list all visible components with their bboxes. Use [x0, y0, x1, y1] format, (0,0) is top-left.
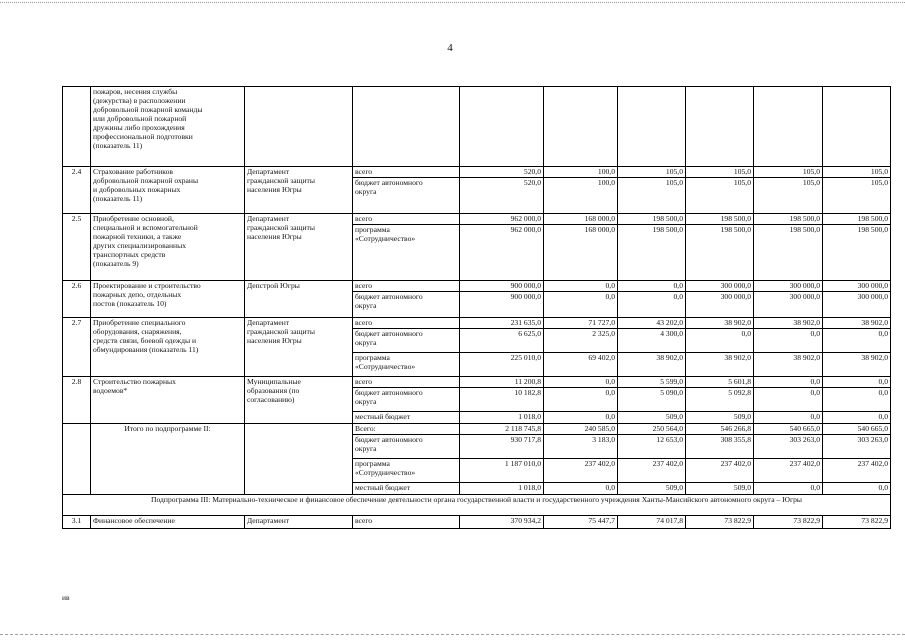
measure-name-cell: пожаров, несения службы (дежурства) в расположении добровольной пожарной команды или добровольной пожарной дружины либо прохождения профессиональной подготовки (показатель 11) [91, 87, 245, 167]
value-cell: 0,0 [544, 412, 618, 424]
value-cell: 900 000,0 [460, 281, 544, 292]
value-cell: 43 202,0 [618, 318, 686, 329]
value-cell: 0,0 [823, 412, 891, 424]
value-cell: 240 585,0 [544, 424, 618, 435]
executor-cell: Департамент гражданской защиты населения Югры [245, 318, 353, 377]
funding-source-cell: всего [353, 377, 460, 388]
value-cell: 0,0 [754, 483, 823, 495]
value-cell: 546 266,8 [686, 424, 754, 435]
measure-row [63, 281, 891, 292]
value-cell: 6 625,0 [460, 329, 544, 353]
value-cell: 168 000,0 [544, 225, 618, 281]
value-cell: 0,0 [823, 329, 891, 353]
funding-source-cell: программа «Сотрудничество» [353, 459, 460, 483]
value-cell: 3 183,0 [544, 435, 618, 459]
value-cell: 225 010,0 [460, 353, 544, 377]
item-number-cell [63, 424, 91, 495]
value-cell: 509,0 [618, 412, 686, 424]
subprogram-header-row [63, 495, 891, 516]
value-cell: 5 092,8 [686, 388, 754, 412]
funding-source-cell: бюджет автономного округа [353, 329, 460, 353]
value-cell: 105,0 [686, 178, 754, 214]
scan-edge-bottom [0, 634, 905, 635]
funding-source-cell: бюджет автономного округа [353, 178, 460, 214]
value-cell: 300 000,0 [686, 281, 754, 292]
funding-source-cell: местный бюджет [353, 412, 460, 424]
subtotal-row [63, 424, 891, 435]
value-cell: 303 263,0 [754, 435, 823, 459]
value-cell: 1 018,0 [460, 483, 544, 495]
value-cell: 303 263,0 [823, 435, 891, 459]
measure-name-cell: Приобретение основной, специальной и вспомогательной пожарной техники, а также других специализированных транспортных средств (показатель 9) [91, 214, 245, 281]
value-cell: 300 000,0 [823, 292, 891, 318]
executor-cell: Муниципальные образования (по согласованию) [245, 377, 353, 424]
executor-cell: Депстрой Югры [245, 281, 353, 318]
value-cell: 370 934,2 [460, 516, 544, 529]
value-cell: 105,0 [823, 167, 891, 178]
value-cell: 11 200,8 [460, 377, 544, 388]
value-cell: 198 500,0 [686, 225, 754, 281]
value-cell: 520,0 [460, 167, 544, 178]
value-cell: 38 902,0 [686, 318, 754, 329]
value-cell: 71 727,0 [544, 318, 618, 329]
value-cell: 509,0 [686, 483, 754, 495]
value-cell: 198 500,0 [686, 214, 754, 225]
value-cell: 300 000,0 [686, 292, 754, 318]
value-cell: 0,0 [754, 388, 823, 412]
value-cell: 105,0 [618, 178, 686, 214]
value-cell: 73 822,9 [754, 516, 823, 529]
value-cell: 308 355,8 [686, 435, 754, 459]
item-number-cell: 2.8 [63, 377, 91, 424]
value-cell: 540 665,0 [823, 424, 891, 435]
funding-source-cell: программа «Сотрудничество» [353, 353, 460, 377]
value-cell: 5 601,8 [686, 377, 754, 388]
value-cell: 1 187 010,0 [460, 459, 544, 483]
measure-name-cell: Строительство пожарных водоемов* [91, 377, 245, 424]
value-cell: 0,0 [823, 483, 891, 495]
item-number-cell: 2.5 [63, 214, 91, 281]
measure-row [63, 167, 891, 178]
executor-cell: Департамент гражданской защиты населения Югры [245, 167, 353, 214]
value-cell: 509,0 [618, 483, 686, 495]
value-cell: 930 717,8 [460, 435, 544, 459]
value-cell: 962 000,0 [460, 225, 544, 281]
value-cell: 0,0 [823, 377, 891, 388]
value-cell: 105,0 [618, 167, 686, 178]
item-number-cell: 2.7 [63, 318, 91, 377]
funding-source-cell: всего [353, 281, 460, 292]
measure-name-cell: Финансовое обеспечение [91, 516, 245, 529]
subtotal-label: Итого по подпрограмме II: [91, 424, 245, 495]
value-cell: 0,0 [544, 292, 618, 318]
value-cell: 0,0 [754, 329, 823, 353]
value-cell: 100,0 [544, 167, 618, 178]
value-cell: 0,0 [618, 281, 686, 292]
measure-row [63, 214, 891, 225]
value-cell: 2 118 745,8 [460, 424, 544, 435]
value-cell: 12 653,0 [618, 435, 686, 459]
value-cell: 105,0 [754, 167, 823, 178]
budget-table [62, 86, 891, 529]
empty-cell [460, 87, 544, 167]
empty-cell [823, 87, 891, 167]
measure-name-cell: Проектирование и строительство пожарных депо, отдельных постов (показатель 10) [91, 281, 245, 318]
subprogram-title: Подпрограмма III: Материально-техническое и финансовое обеспечение деятельности органа государственной власти и государственного учреждения Ханты-Мансийского автономного округа – Югры [63, 495, 891, 516]
value-cell: 38 902,0 [618, 353, 686, 377]
empty-cell [754, 87, 823, 167]
value-cell: 0,0 [823, 388, 891, 412]
value-cell: 38 902,0 [686, 353, 754, 377]
value-cell: 1 018,0 [460, 412, 544, 424]
table-row-continued [63, 87, 891, 167]
value-cell: 237 402,0 [618, 459, 686, 483]
value-cell: 0,0 [618, 292, 686, 318]
value-cell: 38 902,0 [754, 353, 823, 377]
value-cell: 105,0 [686, 167, 754, 178]
footer-mark: ив [62, 593, 70, 602]
value-cell: 509,0 [686, 412, 754, 424]
measure-name-cell: Приобретение специального оборудования, снаряжения, средств связи, боевой одежды и обмундирования (показатель 11) [91, 318, 245, 377]
value-cell: 962 000,0 [460, 214, 544, 225]
funding-source-cell: бюджет автономного округа [353, 388, 460, 412]
value-cell: 237 402,0 [544, 459, 618, 483]
value-cell: 900 000,0 [460, 292, 544, 318]
item-number-cell [63, 87, 91, 167]
funding-source-cell: всего [353, 167, 460, 178]
value-cell: 237 402,0 [754, 459, 823, 483]
item-number-cell: 2.4 [63, 167, 91, 214]
value-cell: 198 500,0 [618, 214, 686, 225]
page-number: 4 [447, 42, 453, 54]
value-cell: 38 902,0 [823, 318, 891, 329]
value-cell: 0,0 [544, 483, 618, 495]
value-cell: 5 090,0 [618, 388, 686, 412]
value-cell: 73 822,9 [686, 516, 754, 529]
value-cell: 105,0 [823, 178, 891, 214]
empty-cell [353, 87, 460, 167]
empty-cell [618, 87, 686, 167]
measure-row [63, 377, 891, 388]
value-cell: 69 402,0 [544, 353, 618, 377]
scan-edge-top [0, 2, 905, 3]
value-cell: 520,0 [460, 178, 544, 214]
value-cell: 198 500,0 [754, 225, 823, 281]
executor-cell: Департамент [245, 516, 353, 529]
value-cell: 100,0 [544, 178, 618, 214]
value-cell: 237 402,0 [823, 459, 891, 483]
executor-cell: Департамент гражданской защиты населения Югры [245, 214, 353, 281]
measure-row [63, 318, 891, 329]
item-number-cell: 3.1 [63, 516, 91, 529]
value-cell: 198 500,0 [618, 225, 686, 281]
value-cell: 300 000,0 [754, 292, 823, 318]
value-cell: 0,0 [754, 377, 823, 388]
executor-cell [245, 424, 353, 495]
item-number-cell: 2.6 [63, 281, 91, 318]
funding-source-cell: программа «Сотрудничество» [353, 225, 460, 281]
value-cell: 5 599,0 [618, 377, 686, 388]
value-cell: 0,0 [686, 329, 754, 353]
measure-name-cell: Страхование работников добровольной пожарной охраны и добровольных пожарных (показатель 11) [91, 167, 245, 214]
value-cell: 0,0 [544, 388, 618, 412]
value-cell: 300 000,0 [754, 281, 823, 292]
value-cell: 0,0 [544, 377, 618, 388]
funding-source-cell: местный бюджет [353, 483, 460, 495]
value-cell: 74 017,8 [618, 516, 686, 529]
value-cell: 0,0 [544, 281, 618, 292]
funding-source-cell: Всего: [353, 424, 460, 435]
value-cell: 198 500,0 [823, 214, 891, 225]
value-cell: 237 402,0 [686, 459, 754, 483]
funding-source-cell: бюджет автономного округа [353, 292, 460, 318]
measure-row [63, 516, 891, 529]
value-cell: 231 635,0 [460, 318, 544, 329]
funding-source-cell: всего [353, 214, 460, 225]
value-cell: 75 447,7 [544, 516, 618, 529]
empty-cell [245, 87, 353, 167]
empty-cell [544, 87, 618, 167]
value-cell: 168 000,0 [544, 214, 618, 225]
value-cell: 4 300,0 [618, 329, 686, 353]
funding-source-cell: всего [353, 318, 460, 329]
value-cell: 38 902,0 [754, 318, 823, 329]
value-cell: 38 902,0 [823, 353, 891, 377]
value-cell: 250 564,0 [618, 424, 686, 435]
empty-cell [686, 87, 754, 167]
value-cell: 198 500,0 [823, 225, 891, 281]
value-cell: 300 000,0 [823, 281, 891, 292]
value-cell: 198 500,0 [754, 214, 823, 225]
value-cell: 2 325,0 [544, 329, 618, 353]
value-cell: 10 182,8 [460, 388, 544, 412]
value-cell: 540 665,0 [754, 424, 823, 435]
funding-source-cell: бюджет автономного округа [353, 435, 460, 459]
funding-source-cell: всего [353, 516, 460, 529]
value-cell: 73 822,9 [823, 516, 891, 529]
value-cell: 0,0 [754, 412, 823, 424]
value-cell: 105,0 [754, 178, 823, 214]
